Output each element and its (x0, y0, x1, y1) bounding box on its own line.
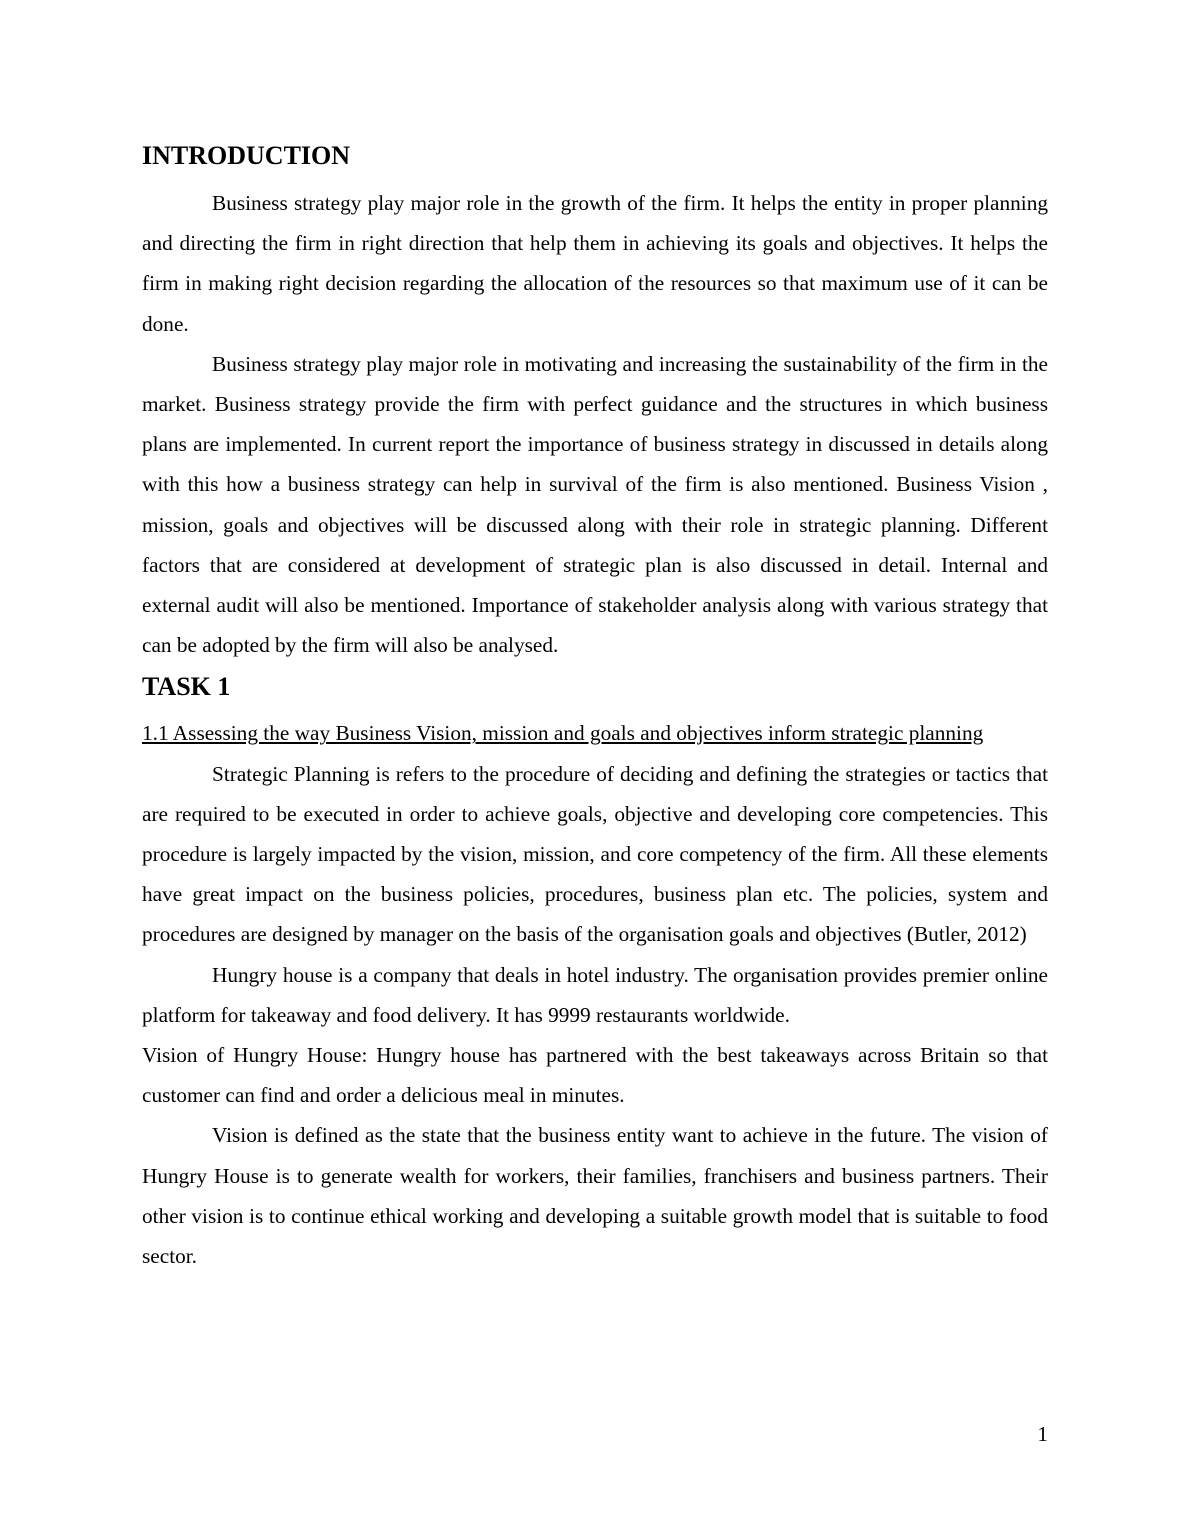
hungry-house-paragraph: Hungry house is a company that deals in hotel industry. The organisation provides premier online platform for takeaway and food delivery. It has 9999 restaurants worldwide. (142, 962, 1048, 1027)
vision-statement-paragraph: Vision of Hungry House: Hungry house has partnered with the best takeaways across Britain so that customer can find and order a delicious meal in minutes. (142, 1043, 1048, 1108)
section-1-1-subheading: 1.1 Assessing the way Business Vision, mission and goals and objectives inform strategic planning (142, 721, 984, 746)
introduction-heading: INTRODUCTION (142, 141, 351, 170)
strategic-planning-paragraph: Strategic Planning is refers to the procedure of deciding and defining the strategies or tactics that are required to be executed in order to achieve goals, objective and developing core competencies. This procedure is largely impacted by the vision, mission, and core competency of the firm. All these elements have great impact on the business policies, procedures, business plan etc. The policies, system and procedures are designed by manager on the basis of the organisation goals and objectives (Butler, 2012) (142, 761, 1048, 947)
page-number: 1 (1037, 1422, 1048, 1446)
task-1-heading: TASK 1 (142, 672, 231, 702)
vision-definition-paragraph: Vision is defined as the state that the business entity want to achieve in the future. The vision of Hungry House is to generate wealth for workers, their families, franchisers and business partners. Their other vision is to continue ethical working and developing a suitable growth model that is suitable to food sector. (142, 1123, 1048, 1269)
intro-paragraph-1: Business strategy play major role in the growth of the firm. It helps the entity in proper planning and directing the firm in right direction that help them in achieving its goals and objectives. It helps the firm in making right decision regarding the allocation of the resources so that maximum use of it can be done. (142, 191, 1048, 336)
intro-paragraph-2: Business strategy play major role in motivating and increasing the sustainability of the firm in the market. Business strategy provide the firm with perfect guidance and the structures in which business plans are implemented. In current report the importance of business strategy in discussed in details along with this how a business strategy can help in survival of the firm is also mentioned. Business Vision , mission, goals and objectives will be discussed along with their role in strategic planning. Different factors that are considered at development of strategic plan is also discussed in detail. Internal and external audit will also be mentioned. Importance of stakeholder analysis along with various strategy that can be adopted by the firm will also be analysed. (142, 351, 1048, 658)
document-page (142, 138, 1048, 1276)
